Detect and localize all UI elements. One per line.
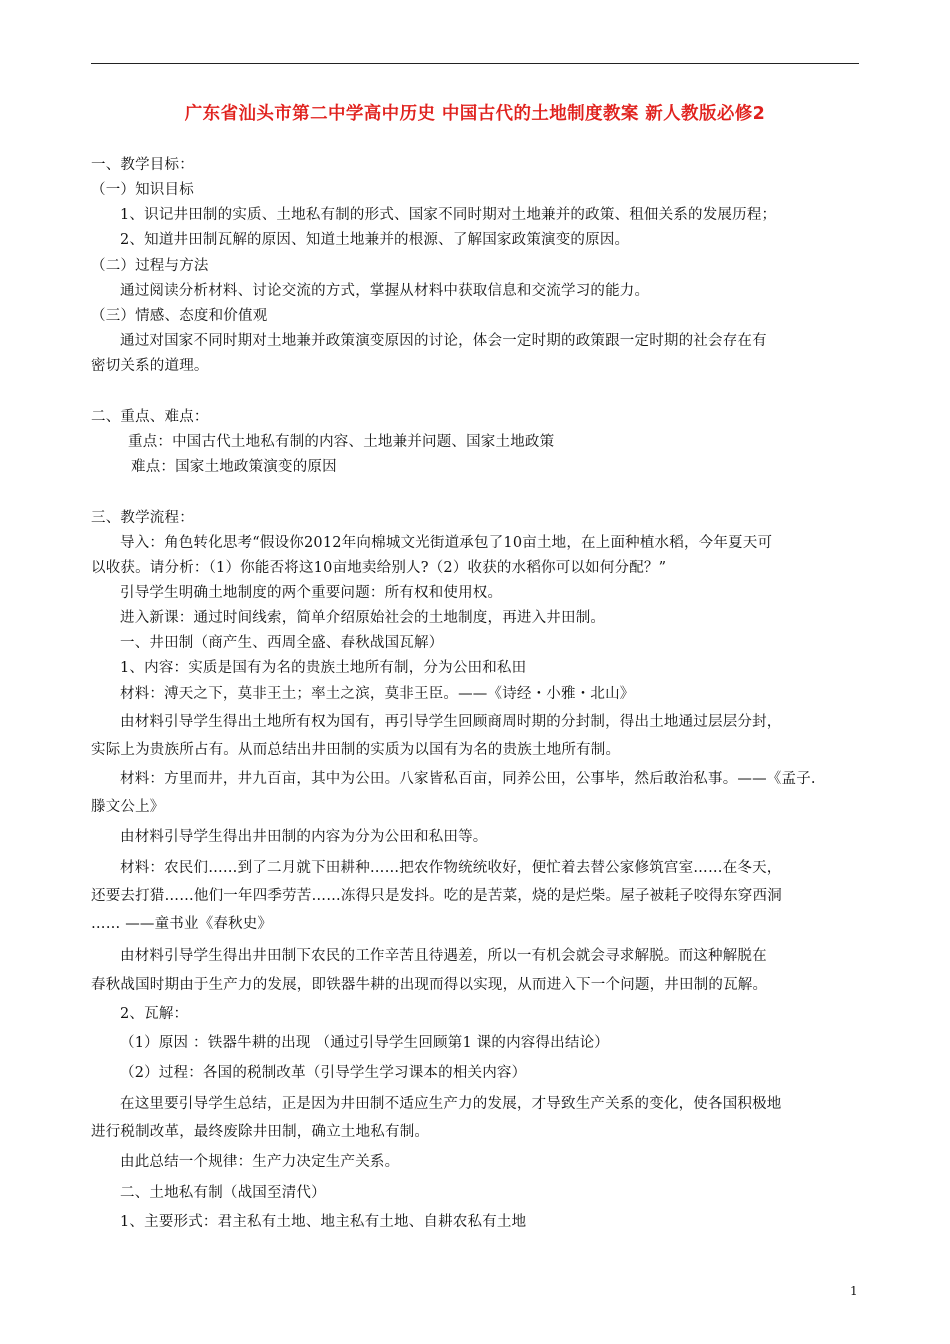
text-line: 通过对国家不同时期对土地兼并政策演变原因的讨论，体会一定时期的政策跟一定时期的社会存在有 [120, 333, 767, 349]
text-line: 一、井田制（商产生、西周全盛、春秋战国瓦解） [120, 635, 444, 651]
text-line: …… ——童书业《春秋史》 [91, 916, 273, 932]
text-line: （二）过程与方法 [91, 258, 209, 274]
text-line: 2、知道井田制瓦解的原因、知道土地兼并的根源、了解国家政策演变的原因。 [120, 232, 630, 248]
text-line: 通过阅读分析材料、讨论交流的方式，掌握从材料中获取信息和交流学习的能力。 [120, 283, 650, 299]
text-line: 二、土地私有制（战国至清代） [120, 1185, 326, 1201]
text-line: 还要去打猎……他们一年四季劳苦……冻得只是发抖。吃的是苦菜，烧的是烂柴。屋子被耗子咬得东穿西洞 [91, 888, 782, 904]
text-line: 材料：方里而井，井九百亩，其中为公田。八家皆私百亩，同养公田，公事毕，然后敢治私事。——《孟子. [120, 771, 816, 787]
text-line: 材料：溥天之下，莫非王土；率土之滨，莫非王臣。——《诗经・小雅・北山》 [120, 686, 635, 702]
text-line: 以收获。请分析：（1）你能否将这10亩地卖给别人?（2）收获的水稻你可以如何分配？” [91, 560, 667, 576]
text-line: 由材料引导学生得出井田制下农民的工作辛苦且待遇差，所以一有机会就会寻求解脱。而这种解脱在 [120, 948, 767, 964]
text-line: 难点：国家土地政策演变的原因 [131, 459, 337, 475]
text-line: 由此总结一个规律：生产力决定生产关系。 [120, 1154, 400, 1170]
text-line: 二、重点、难点： [91, 409, 209, 425]
header-rule [91, 63, 859, 64]
text-line: 进行税制改革，最终废除井田制，确立土地私有制。 [91, 1124, 430, 1140]
text-line: （1）原因 ：铁器牛耕的出现 （通过引导学生回顾第1 课的内容得出结论） [120, 1035, 609, 1051]
text-line: （三）情感、态度和价值观 [91, 308, 268, 324]
page-number: 1 [850, 1284, 858, 1298]
text-line: 一、教学目标： [91, 157, 194, 173]
text-line: 三、教学流程： [91, 510, 194, 526]
text-line: 导入：角色转化思考“假设你2012年向棉城文光街道承包了10亩土地，在上面种植水稻，今年夏天可 [120, 535, 773, 551]
text-line: 1、主要形式：君主私有土地、地主私有土地、自耕农私有土地 [120, 1214, 527, 1230]
text-line: 在这里要引导学生总结，正是因为井田制不适应生产力的发展，才导致生产关系的变化，使各国积极地 [120, 1096, 782, 1112]
text-line: 密切关系的道理。 [91, 358, 209, 374]
text-line: 春秋战国时期由于生产力的发展，即铁器牛耕的出现而得以实现，从而进入下一个问题，井田制的瓦解。 [91, 977, 768, 993]
text-line: 1、内容：实质是国有为名的贵族土地所有制，分为公田和私田 [120, 660, 527, 676]
text-line: 滕文公上》 [91, 799, 165, 815]
text-line: 2、瓦解： [120, 1006, 189, 1022]
text-line: （一）知识目标 [91, 182, 194, 198]
text-line: 引导学生明确土地制度的两个重要问题：所有权和使用权。 [120, 585, 503, 601]
document-title: 广东省汕头市第二中学高中历史 中国古代的土地制度教案 新人教版必修2 [184, 104, 766, 124]
text-line: 由材料引导学生得出土地所有权为国有，再引导学生回顾商周时期的分封制，得出土地通过层层分封， [120, 714, 782, 730]
text-line: 实际上为贵族所占有。从而总结出井田制的实质为以国有为名的贵族土地所有制。 [91, 742, 621, 758]
text-line: 1、识记井田制的实质、土地私有制的形式、国家不同时期对土地兼并的政策、租佃关系的发展历程； [120, 207, 777, 223]
text-line: （2）过程：各国的税制改革（引导学生学习课本的相关内容） [120, 1065, 527, 1081]
text-line: 由材料引导学生得出井田制的内容为分为公田和私田等。 [120, 829, 488, 845]
text-line: 进入新课：通过时间线索，简单介绍原始社会的土地制度，再进入井田制。 [120, 610, 606, 626]
text-line: 材料：农民们……到了二月就下田耕种……把农作物统统收好，便忙着去替公家修筑宫室……在冬天， [120, 860, 782, 876]
text-line: 重点：中国古代土地私有制的内容、土地兼并问题、国家土地政策 [128, 434, 555, 450]
